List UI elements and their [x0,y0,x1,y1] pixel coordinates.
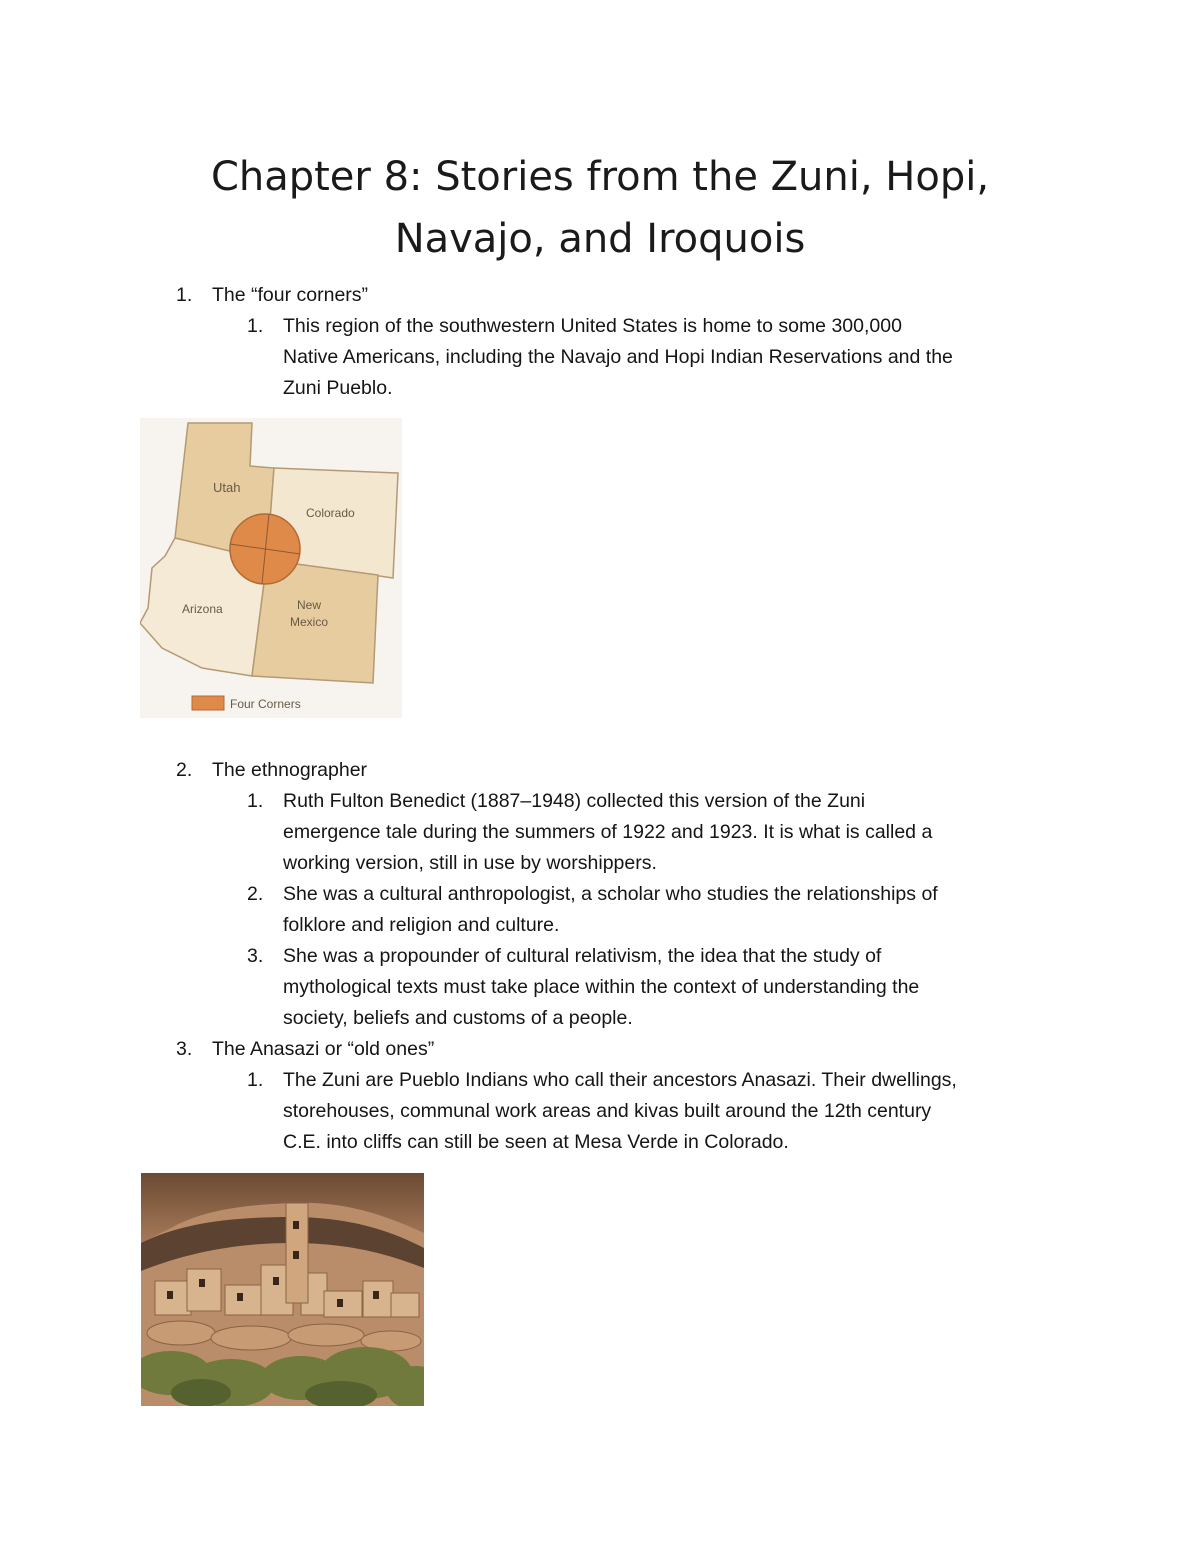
page-title [0,146,1200,270]
title-line-2: Navajo, and Iroquois [394,216,806,262]
item-line: C.E. into cliffs can still be seen at Mesa Verde in Colorado. [283,1131,789,1153]
map-label-arizona: Arizona [182,602,223,616]
item-number: 1. [247,790,264,812]
section-number: 2. [176,759,193,781]
item-line: mythological texts must take place within the context of understanding the [283,976,920,998]
item-line: society, beliefs and customs of a people. [283,1007,633,1029]
section-heading: The Anasazi or “old ones” [212,1038,435,1060]
item-line: folklore and religion and culture. [283,914,560,936]
item-line: emergence tale during the summers of 1922 and 1923. It is what is called a [283,821,933,843]
item-line: This region of the southwestern United States is home to some 300,000 [283,315,902,337]
item-line: Ruth Fulton Benedict (1887–1948) collected this version of the Zuni [283,790,866,812]
legend-swatch [192,696,224,710]
section-number: 1. [176,284,193,306]
section-heading: The “four corners” [212,284,369,306]
map-label-utah: Utah [213,480,241,495]
title-line-1: Chapter 8: Stories from the Zuni, Hopi, [210,154,990,200]
four-corners-map [140,418,402,718]
item-line: storehouses, communal work areas and kivas built around the 12th century [283,1100,932,1122]
item-line: The Zuni are Pueblo Indians who call their ancestors Anasazi. Their dwellings, [283,1069,957,1091]
item-line: working version, still in use by worshippers. [283,852,657,874]
item-line: Native Americans, including the Navajo and Hopi Indian Reservations and the [283,346,953,368]
item-number: 1. [247,315,264,337]
map-label-colorado: Colorado [306,506,355,520]
item-number: 3. [247,945,264,967]
map-label-new: New [297,598,322,612]
item-number: 2. [247,883,264,905]
section-heading: The ethnographer [212,759,368,781]
section-number: 3. [176,1038,193,1060]
item-number: 1. [247,1069,264,1091]
legend-label: Four Corners [230,697,301,711]
item-line: She was a cultural anthropologist, a scholar who studies the relationships of [283,883,938,905]
item-line: She was a propounder of cultural relativism, the idea that the study of [283,945,882,967]
cliff-dwelling-photo [141,1173,424,1406]
item-line: Zuni Pueblo. [283,377,393,399]
map-label-mexico: Mexico [290,615,329,629]
